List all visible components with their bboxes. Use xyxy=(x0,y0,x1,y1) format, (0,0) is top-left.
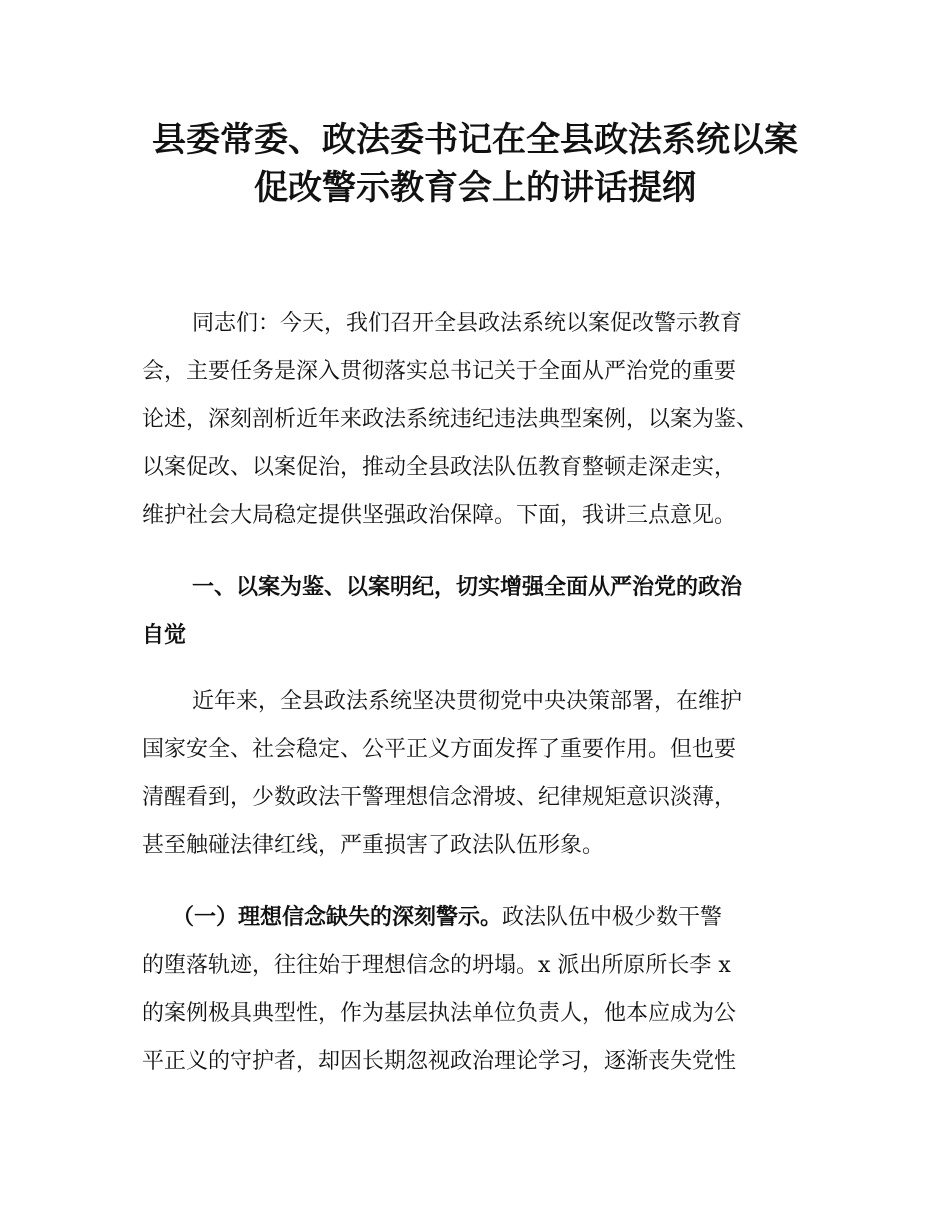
paragraph-line: 论述，深刻剖析近年来政法系统违纪违法典型案例，以案为鉴、 xyxy=(142,407,759,432)
paragraph-line: 清醒看到，少数政法干警理想信念滑坡、纪律规矩意识淡薄， xyxy=(142,785,737,810)
paragraph-line: 的堕落轨迹，往往始于理想信念的坍塌。x 派出所原所长李 x xyxy=(142,953,731,978)
paragraph-line: 以案促改、以案促治，推动全县政法队伍教育整顿走深走实， xyxy=(142,455,737,480)
document-title-line-1: 县委常委、政法委书记在全县政法系统以案 xyxy=(152,120,798,160)
subsection-heading: （一）理想信念缺失的深刻警示。 xyxy=(172,905,503,930)
paragraph-line: 近年来，全县政法系统坚决贯彻党中央决策部署，在维护 xyxy=(192,689,743,714)
paragraph-line: 维护社会大局稳定提供坚强政治保障。下面，我讲三点意见。 xyxy=(142,503,737,528)
paragraph-line: 会，主要任务是深入贯彻落实总书记关于全面从严治党的重要 xyxy=(142,359,737,384)
paragraph-line: 平正义的守护者，却因长期忽视政治理论学习，逐渐丧失党性 xyxy=(142,1049,737,1074)
section-heading: 自觉 xyxy=(142,623,187,648)
paragraph-line xyxy=(172,900,862,936)
paragraph-text: 政法队伍中极少数干警 xyxy=(502,905,723,930)
paragraph-line: 国家安全、社会稳定、公平正义方面发挥了重要作用。但也要 xyxy=(142,737,737,762)
paragraph-line: 的案例极具典型性，作为基层执法单位负责人，他本应成为公 xyxy=(142,1001,737,1026)
document-title-line-2: 促改警示教育会上的讲话提纲 xyxy=(254,168,696,208)
paragraph-line: 同志们：今天，我们召开全县政法系统以案促改警示教育 xyxy=(192,311,743,336)
section-heading: 一、以案为鉴、以案明纪，切实增强全面从严治党的政治 xyxy=(192,575,743,600)
paragraph-line: 甚至触碰法律红线，严重损害了政法队伍形象。 xyxy=(142,833,605,858)
